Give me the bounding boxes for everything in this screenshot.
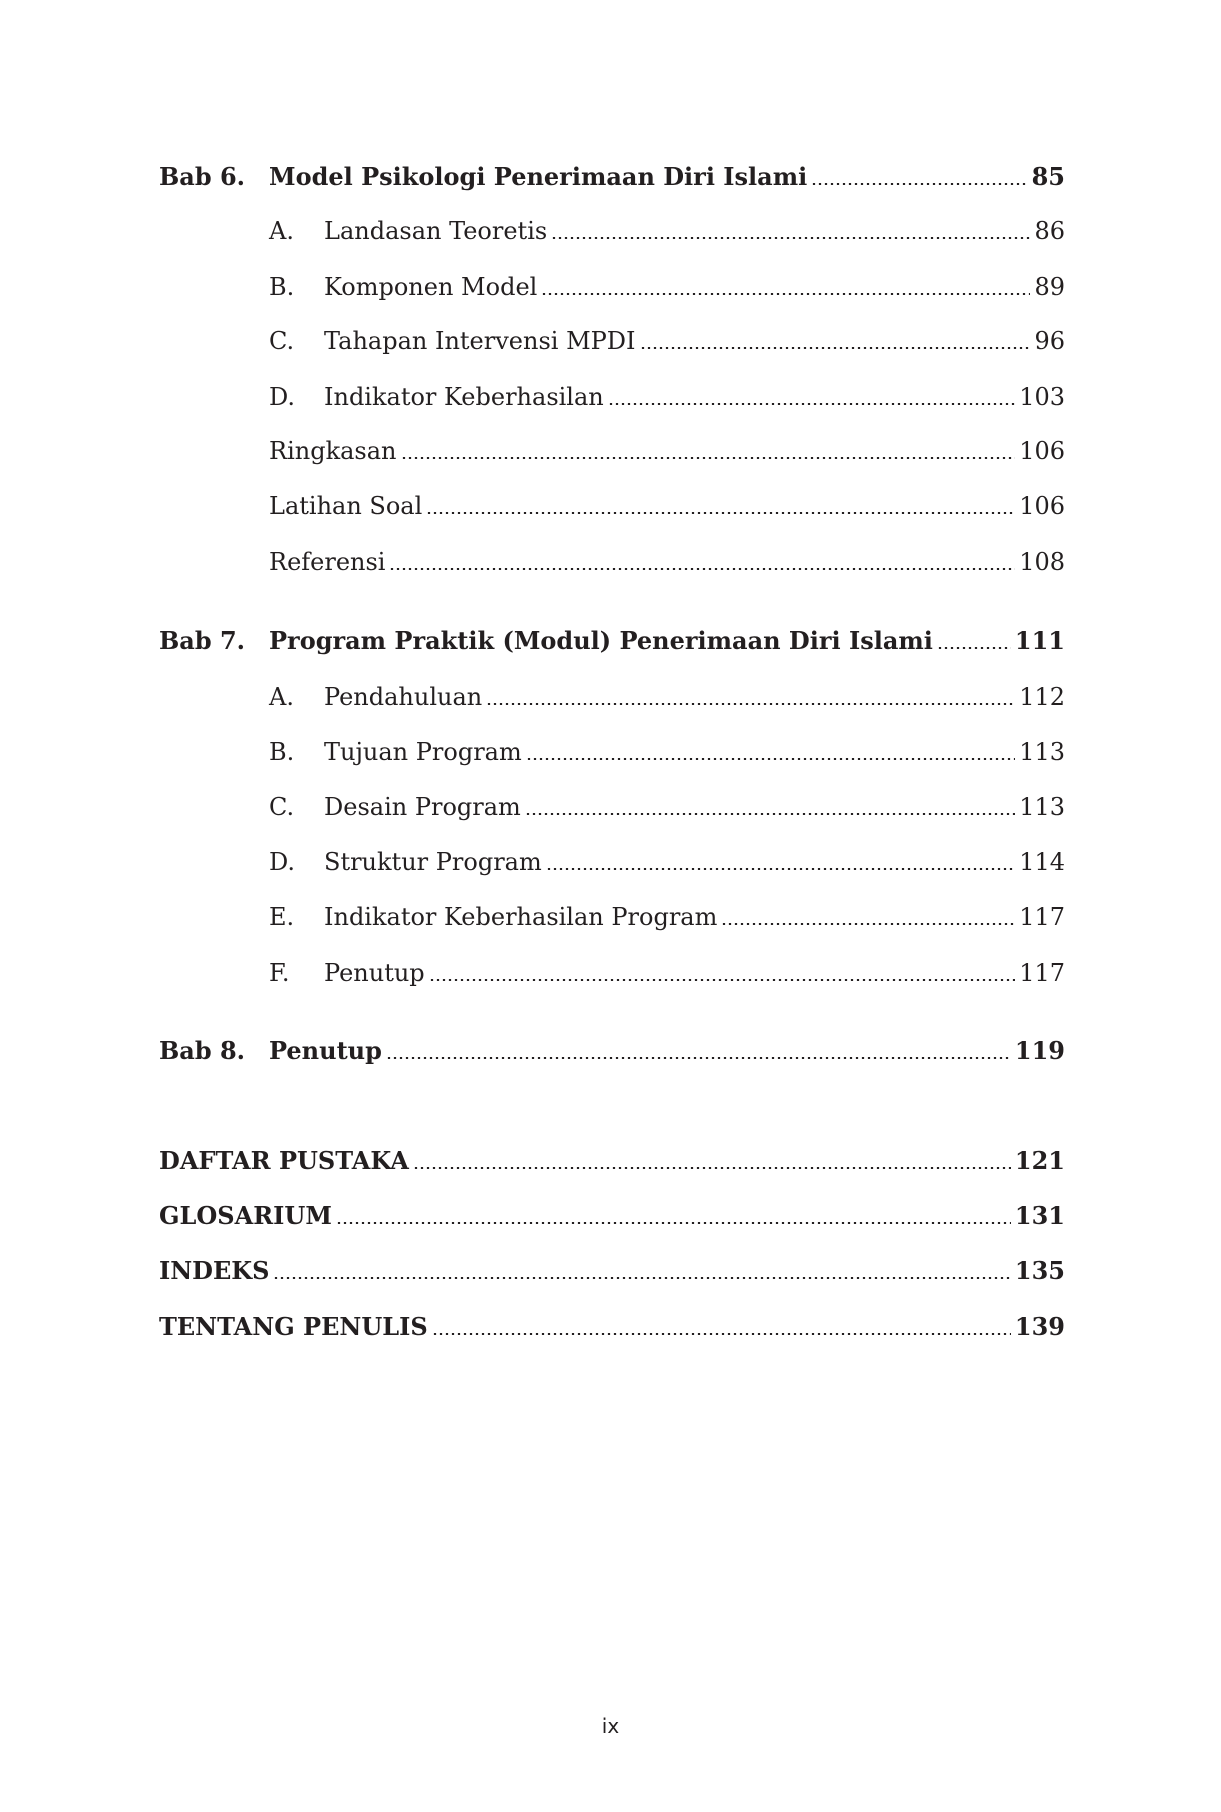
section-entry (159, 790, 1065, 824)
section-letter: A. (269, 683, 294, 711)
section-title: Penutup (324, 959, 425, 987)
back-matter-entry (159, 1199, 1065, 1233)
dot-leader (386, 1057, 1011, 1059)
section-title: Indikator Keberhasilan (324, 383, 604, 411)
page-number: 114 (1019, 848, 1065, 876)
back-matter-title: TENTANG PENULIS (159, 1312, 428, 1341)
section-title: Landasan Teoretis (324, 217, 548, 245)
section-letter: F. (269, 959, 290, 987)
dot-leader (413, 1167, 1011, 1169)
section-letter: B. (269, 273, 295, 301)
dot-leader (426, 512, 1015, 514)
section-entry (159, 324, 1065, 358)
section-letter: A. (269, 217, 294, 245)
dot-leader (937, 647, 1011, 649)
chapter-number: Bab 8. (159, 1036, 246, 1065)
dot-leader (526, 758, 1015, 760)
section-title: Pendahuluan (324, 683, 483, 711)
page-number: 85 (1031, 162, 1065, 191)
extra-entry (159, 434, 1065, 468)
extra-title: Latihan Soal (269, 492, 423, 520)
back-matter-entry (159, 1144, 1065, 1178)
page-number: 131 (1014, 1201, 1065, 1230)
section-entry (159, 956, 1065, 990)
dot-leader (811, 183, 1027, 185)
back-matter-title: DAFTAR PUSTAKA (159, 1146, 409, 1175)
dot-leader (273, 1277, 1010, 1279)
page-number: 108 (1019, 548, 1065, 576)
back-matter-entry (159, 1310, 1065, 1344)
dot-leader (640, 347, 1031, 349)
back-matter-title: GLOSARIUM (159, 1201, 332, 1230)
section-title: Komponen Model (324, 273, 538, 301)
chapter-heading (159, 624, 1065, 658)
page-number: 111 (1014, 626, 1065, 655)
page-number: 106 (1019, 437, 1065, 465)
page-number: 113 (1019, 793, 1065, 821)
page-number: 89 (1034, 273, 1065, 301)
page-number: 117 (1019, 903, 1065, 931)
dot-leader (432, 1333, 1011, 1335)
folio-page-number: ix (601, 1714, 620, 1738)
dot-leader (525, 813, 1015, 815)
back-matter-entry (159, 1254, 1065, 1288)
section-entry (159, 380, 1065, 414)
section-letter: C. (269, 327, 295, 355)
section-title: Tahapan Intervensi MPDI (324, 327, 636, 355)
extra-title: Ringkasan (269, 437, 397, 465)
dot-leader (336, 1222, 1011, 1224)
extra-title: Referensi (269, 548, 386, 576)
page-number: 117 (1019, 959, 1065, 987)
section-entry (159, 214, 1065, 248)
section-letter: D. (269, 848, 296, 876)
page-number: 112 (1019, 683, 1065, 711)
dot-leader (389, 568, 1015, 570)
section-title: Indikator Keberhasilan Program (324, 903, 718, 931)
chapter-heading (159, 160, 1065, 194)
dot-leader (551, 237, 1030, 239)
chapter-number: Bab 7. (159, 626, 246, 655)
section-title: Tujuan Program (324, 738, 522, 766)
chapter-title: Model Psikologi Penerimaan Diri Islami (269, 162, 808, 191)
page-number: 106 (1019, 492, 1065, 520)
section-entry (159, 680, 1065, 714)
dot-leader (721, 923, 1015, 925)
table-of-contents (159, 0, 1065, 1500)
dot-leader (429, 979, 1016, 981)
page-number: 135 (1014, 1256, 1065, 1285)
dot-leader (546, 868, 1015, 870)
section-entry (159, 735, 1065, 769)
dot-leader (541, 293, 1030, 295)
extra-entry (159, 545, 1065, 579)
section-entry (159, 270, 1065, 304)
section-title: Struktur Program (324, 848, 542, 876)
section-letter: C. (269, 793, 295, 821)
section-letter: D. (269, 383, 296, 411)
chapter-number: Bab 6. (159, 162, 246, 191)
dot-leader (486, 703, 1015, 705)
section-entry (159, 845, 1065, 879)
extra-entry (159, 489, 1065, 523)
page-number: 96 (1034, 327, 1065, 355)
page-number: 103 (1019, 383, 1065, 411)
page-number: 119 (1014, 1036, 1065, 1065)
page-number: 86 (1034, 217, 1065, 245)
page-number: 139 (1014, 1312, 1065, 1341)
dot-leader (401, 457, 1016, 459)
section-letter: E. (269, 903, 295, 931)
dot-leader (608, 403, 1015, 405)
chapter-title: Program Praktik (Modul) Penerimaan Diri Islami (269, 626, 933, 655)
chapter-title: Penutup (269, 1036, 382, 1065)
section-title: Desain Program (324, 793, 521, 821)
back-matter-title: INDEKS (159, 1256, 270, 1285)
chapter-heading (159, 1034, 1065, 1068)
page-number: 121 (1014, 1146, 1065, 1175)
page-number: 113 (1019, 738, 1065, 766)
section-letter: B. (269, 738, 295, 766)
section-entry (159, 900, 1065, 934)
